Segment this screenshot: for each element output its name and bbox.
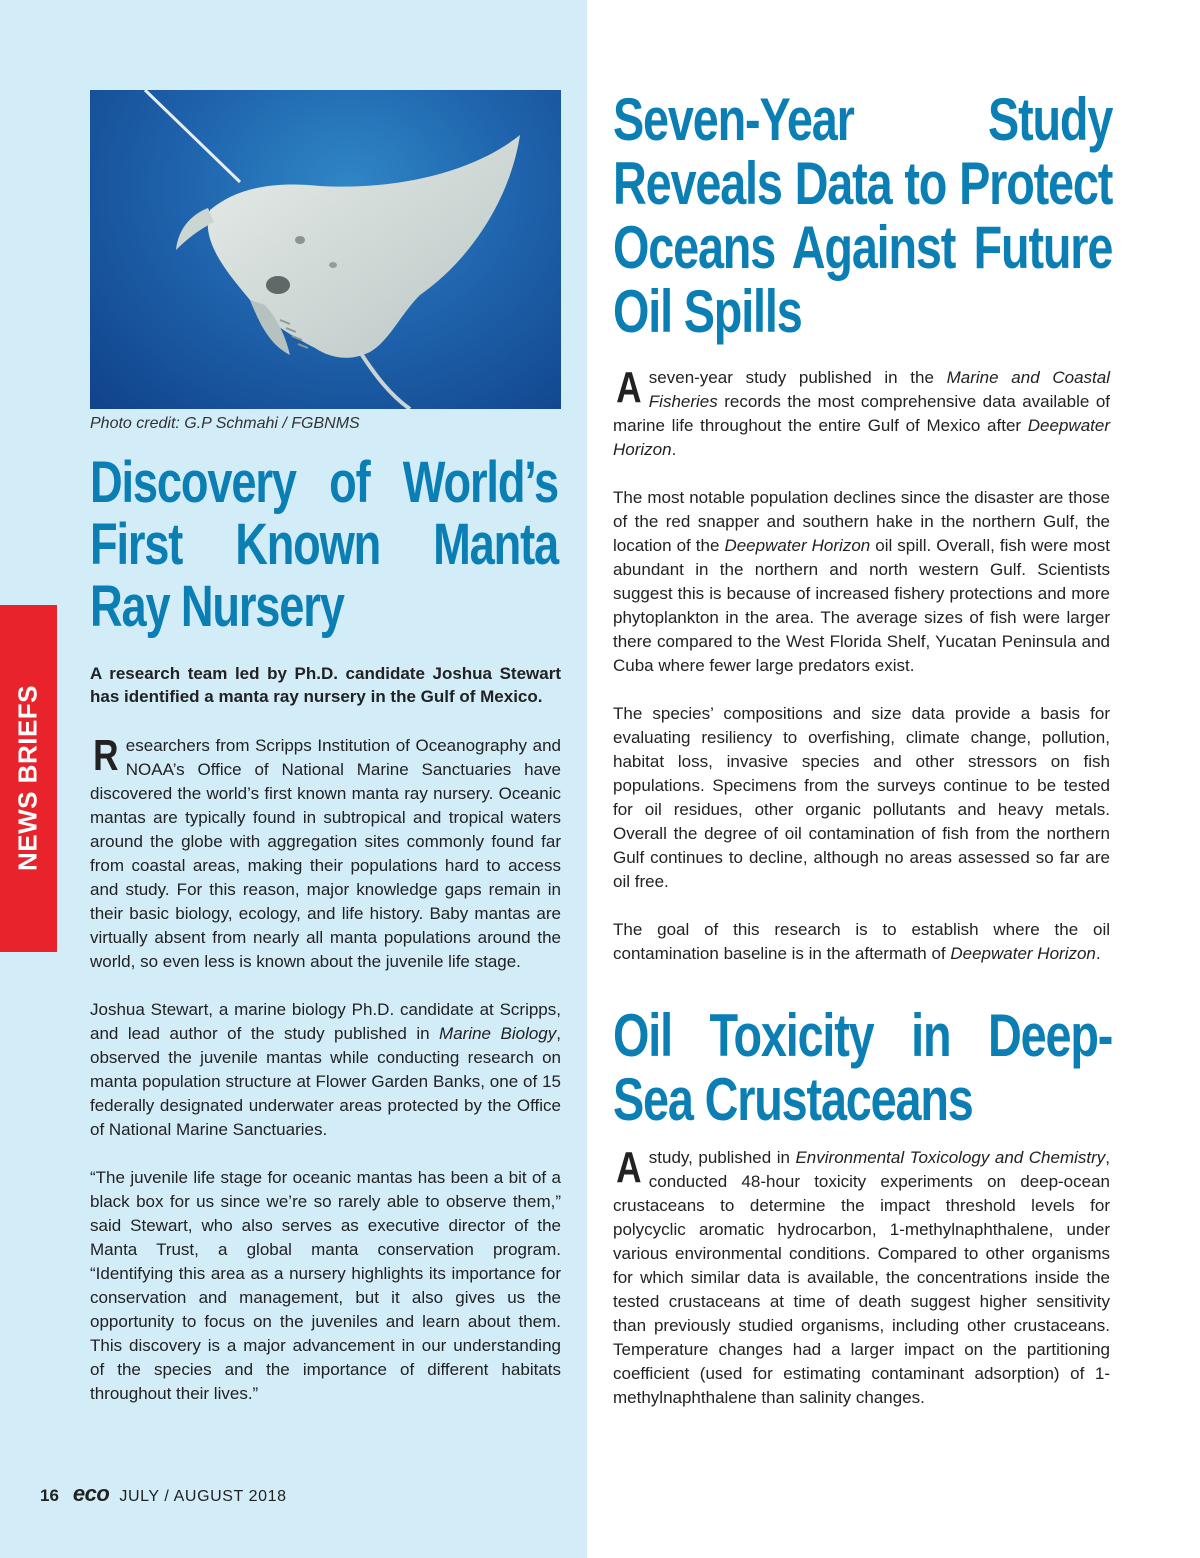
paragraph-text: , observed the juvenile mantas while conducting research on manta population structure at Flower Garden Banks, one of 15 federally designated underwater areas protected by the Office of National Marine Sanctuaries.	[90, 1024, 561, 1139]
right-headline-2: Oil Toxicity in Deep-Sea Crustaceans	[613, 1002, 1113, 1133]
page-number: 16	[40, 1486, 59, 1505]
journal-name: Environmental Toxicology and Chemistry	[795, 1148, 1106, 1167]
left-headline: Discovery of World’s First Known Manta Ray Nursery	[90, 450, 558, 639]
paragraph-text: The goal of this research is to establish where the oil contamination baseline is in the aftermath of	[613, 920, 1110, 963]
magazine-logo: eco	[72, 1481, 110, 1506]
manta-ray-illustration	[90, 90, 561, 409]
paragraph-text: The most notable population declines since the disaster are those of the red snapper and southern hake in the northern Gulf, the location of the	[613, 488, 1110, 555]
photo-caption: Photo credit: G.P Schmahi / FGBNMS	[90, 415, 360, 432]
dropcap: A	[616, 363, 642, 412]
manta-ray-photo	[90, 90, 561, 409]
right-articles	[613, 86, 1113, 1434]
paragraph-text: records the most comprehensive data available of marine life throughout the entire Gulf of Mexico after	[613, 392, 1110, 435]
issue-date: JULY / AUGUST 2018	[119, 1488, 287, 1505]
right-headline-1: Seven-Year Study Reveals Data to Protect Oceans Against Future Oil Spills	[613, 86, 1113, 345]
paragraph-text: oil spill. Overall, fish were most abundant in the northern and north western Gulf. Scientists suggest this is because of increased fishery protections and more phytoplankton in the area. The average sizes of fish were larger there compared to the West Florida Shelf, Yucatan Peninsula and Cuba where fewer large predators exist.	[613, 536, 1110, 675]
right-a2-paragraph	[613, 1143, 1111, 1410]
right-a1-paragraph-2	[613, 486, 1110, 678]
right-a1-paragraph-3: The species’ compositions and size data provide a basis for evaluating resiliency to overfishing, climate change, pollution, habitat loss, invasive species and other stressors on fish populations. Specimens from the surveys continue to be tested for oil residues, other organic pollutants and heavy metals. Overall the degree of oil contamination of fish from the northern Gulf continues to decline, although no areas assessed so far are oil free.	[613, 704, 1110, 891]
left-article	[90, 90, 561, 1430]
dropcap: R	[93, 731, 119, 780]
paragraph-text: .	[1095, 944, 1101, 963]
left-lede: A research team led by Ph.D. candidate Joshua Stewart has identified a manta ray nursery in the Gulf of Mexico.	[90, 664, 561, 706]
journal-name: Marine and Coastal Fisheries	[648, 368, 1110, 411]
paragraph-text: .	[671, 440, 677, 459]
page-footer	[40, 1481, 287, 1507]
journal-name: Marine Biology	[439, 1024, 557, 1043]
event-name: Deepwater Horizon	[950, 944, 1096, 963]
right-a1-paragraph-1	[613, 363, 1110, 462]
left-paragraph-3: “The juvenile life stage for oceanic mantas has been a bit of a black box for us since we’re so rarely able to observe them,” said Stewart, who also serves as executive director of the Manta Trust, a global manta conservation program. “Identifying this area as a nursery highlights its importance for conservation and management, but it also gives us the opportunity to focus on the juveniles and learn about them. This discovery is a major advancement in our understanding of the species and the importance of different habitats throughout their lives.”	[90, 1168, 561, 1403]
paragraph-text: Joshua Stewart, a marine biology Ph.D. candidate at Scripps, and lead author of the study published in	[90, 1000, 561, 1043]
paragraph-text: study, published in	[648, 1148, 796, 1167]
paragraph-text: esearchers from Scripps Institution of Oceanography and NOAA’s Office of National Marine Sanctuaries have discovered the world’s first known manta ray nursery. Oceanic mantas are typically found in subtropical and tropical waters around the globe with aggregation sites commonly found far from coastal areas, making their populations hard to access and study. For this reason, major knowledge gaps remain in their basic biology, ecology, and life history. Baby mantas are virtually absent from nearly all manta populations around the world, so even less is known about the juvenile life stage.	[90, 736, 561, 971]
paragraph-text: seven-year study published in the	[648, 368, 947, 387]
paragraph-text: , conducted 48-hour toxicity experiments on deep-ocean crustaceans to determine the impact threshold levels for polycyclic aromatic hydrocarbon, 1-methylnaphthalene, under various environmental conditions. Compared to other organisms for which similar data is available, the concentrations inside the tested crustaceans at time of death suggest higher sensitivity than previously studied organisms, including other crustaceans. Temperature changes had a larger impact on the partitioning coefficient (used for estimating contaminant adsorption) of 1-methylnaphthalene than salinity changes.	[613, 1148, 1111, 1407]
dropcap: A	[616, 1143, 642, 1192]
event-name: Deepwater Horizon	[724, 536, 871, 555]
event-name: Deepwater Horizon	[613, 416, 1110, 459]
left-paragraph-1	[90, 731, 561, 974]
section-tab-label: NEWS BRIEFS	[12, 684, 43, 872]
right-a1-paragraph-4	[613, 918, 1110, 966]
left-paragraph-2	[90, 998, 561, 1142]
